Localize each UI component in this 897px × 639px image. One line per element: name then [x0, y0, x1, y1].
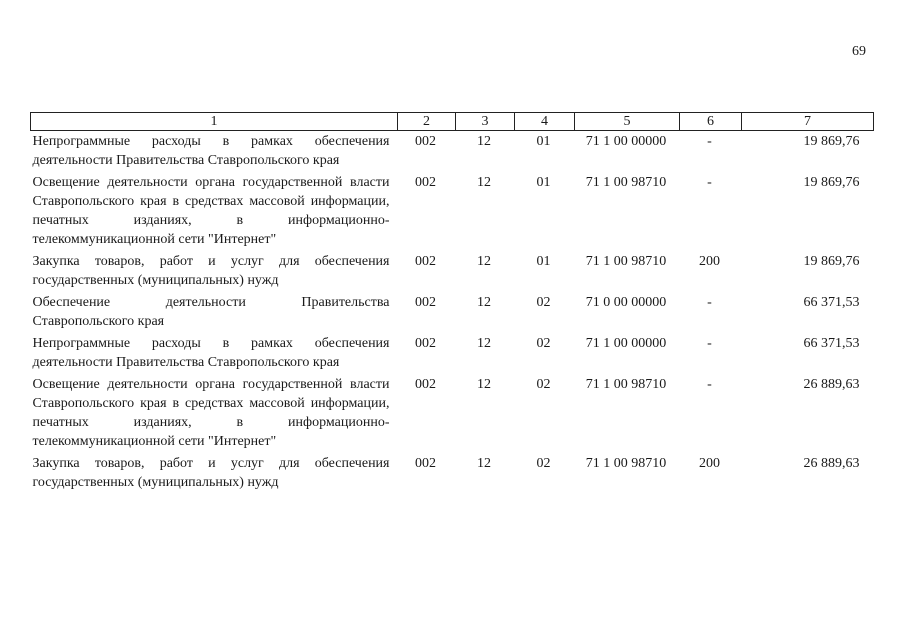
ministry-code: 002 [415, 134, 436, 149]
subsection-code: 02 [536, 336, 551, 351]
column-header: 4 [515, 113, 575, 131]
expense-name: Непрограммные расходы в рамках обеспечения деятельности Правительства Ставропольского края [32, 336, 390, 370]
amount: 19 869,76 [803, 254, 860, 269]
amount: 26 889,63 [803, 377, 860, 392]
ministry-code: 002 [415, 175, 436, 190]
section-code: 12 [477, 336, 491, 351]
expense-type-code: - [707, 295, 712, 310]
expense-type-code: 200 [699, 254, 720, 269]
section-code: 12 [477, 175, 491, 190]
target-article-code: 71 1 00 98710 [585, 175, 667, 190]
page-number: 69 [852, 44, 866, 59]
table-row [31, 292, 874, 333]
expense-type-code: - [707, 336, 712, 351]
budget-table [30, 112, 874, 494]
target-article-code: 71 1 00 98710 [585, 254, 667, 269]
expense-type-code: - [707, 175, 712, 190]
table-row [31, 453, 874, 494]
amount: 26 889,63 [803, 456, 860, 471]
table-row [31, 333, 874, 374]
table-row [31, 131, 874, 173]
section-code: 12 [477, 377, 491, 392]
ministry-code: 002 [415, 336, 436, 351]
expense-name: Освещение деятельности органа государственной власти Ставропольского края в средствах массовой информации, печатных изданиях, в информационно-телекоммуникационной сети "Интернет" [32, 175, 390, 247]
amount: 19 869,76 [803, 175, 860, 190]
subsection-code: 02 [536, 456, 551, 471]
expense-type-code: - [707, 377, 712, 392]
amount: 66 371,53 [803, 336, 860, 351]
expense-type-code: 200 [699, 456, 720, 471]
column-header: 2 [398, 113, 456, 131]
column-header: 3 [456, 113, 515, 131]
expense-name: Освещение деятельности органа государственной власти Ставропольского края в средствах массовой информации, печатных изданиях, в информационно-телекоммуникационной сети "Интернет" [32, 377, 390, 449]
subsection-code: 01 [536, 134, 551, 149]
ministry-code: 002 [415, 456, 436, 471]
amount: 19 869,76 [803, 134, 860, 149]
target-article-code: 71 1 00 00000 [585, 134, 667, 149]
expense-type-code: - [707, 134, 712, 149]
target-article-code: 71 1 00 98710 [585, 377, 667, 392]
column-header: 7 [742, 113, 874, 131]
section-code: 12 [477, 134, 491, 149]
section-code: 12 [477, 254, 491, 269]
ministry-code: 002 [415, 295, 436, 310]
subsection-code: 02 [536, 295, 551, 310]
amount: 66 371,53 [803, 295, 860, 310]
table-row [31, 374, 874, 453]
ministry-code: 002 [415, 377, 436, 392]
expense-name: Непрограммные расходы в рамках обеспечения деятельности Правительства Ставропольского края [32, 134, 390, 168]
header-row [31, 113, 874, 131]
column-header: 6 [680, 113, 742, 131]
target-article-code: 71 0 00 00000 [585, 295, 667, 310]
target-article-code: 71 1 00 00000 [585, 336, 667, 351]
expense-name: Обеспечение деятельности Правительства Ставропольского края [32, 295, 390, 329]
column-header: 5 [575, 113, 680, 131]
column-header: 1 [31, 113, 398, 131]
ministry-code: 002 [415, 254, 436, 269]
table-row [31, 172, 874, 251]
target-article-code: 71 1 00 98710 [585, 456, 667, 471]
subsection-code: 01 [536, 254, 551, 269]
section-code: 12 [477, 295, 491, 310]
subsection-code: 02 [536, 377, 551, 392]
subsection-code: 01 [536, 175, 551, 190]
expense-name: Закупка товаров, работ и услуг для обеспечения государственных (муниципальных) нужд [32, 254, 390, 288]
section-code: 12 [477, 456, 491, 471]
expense-name: Закупка товаров, работ и услуг для обеспечения государственных (муниципальных) нужд [32, 456, 390, 490]
table-row [31, 251, 874, 292]
